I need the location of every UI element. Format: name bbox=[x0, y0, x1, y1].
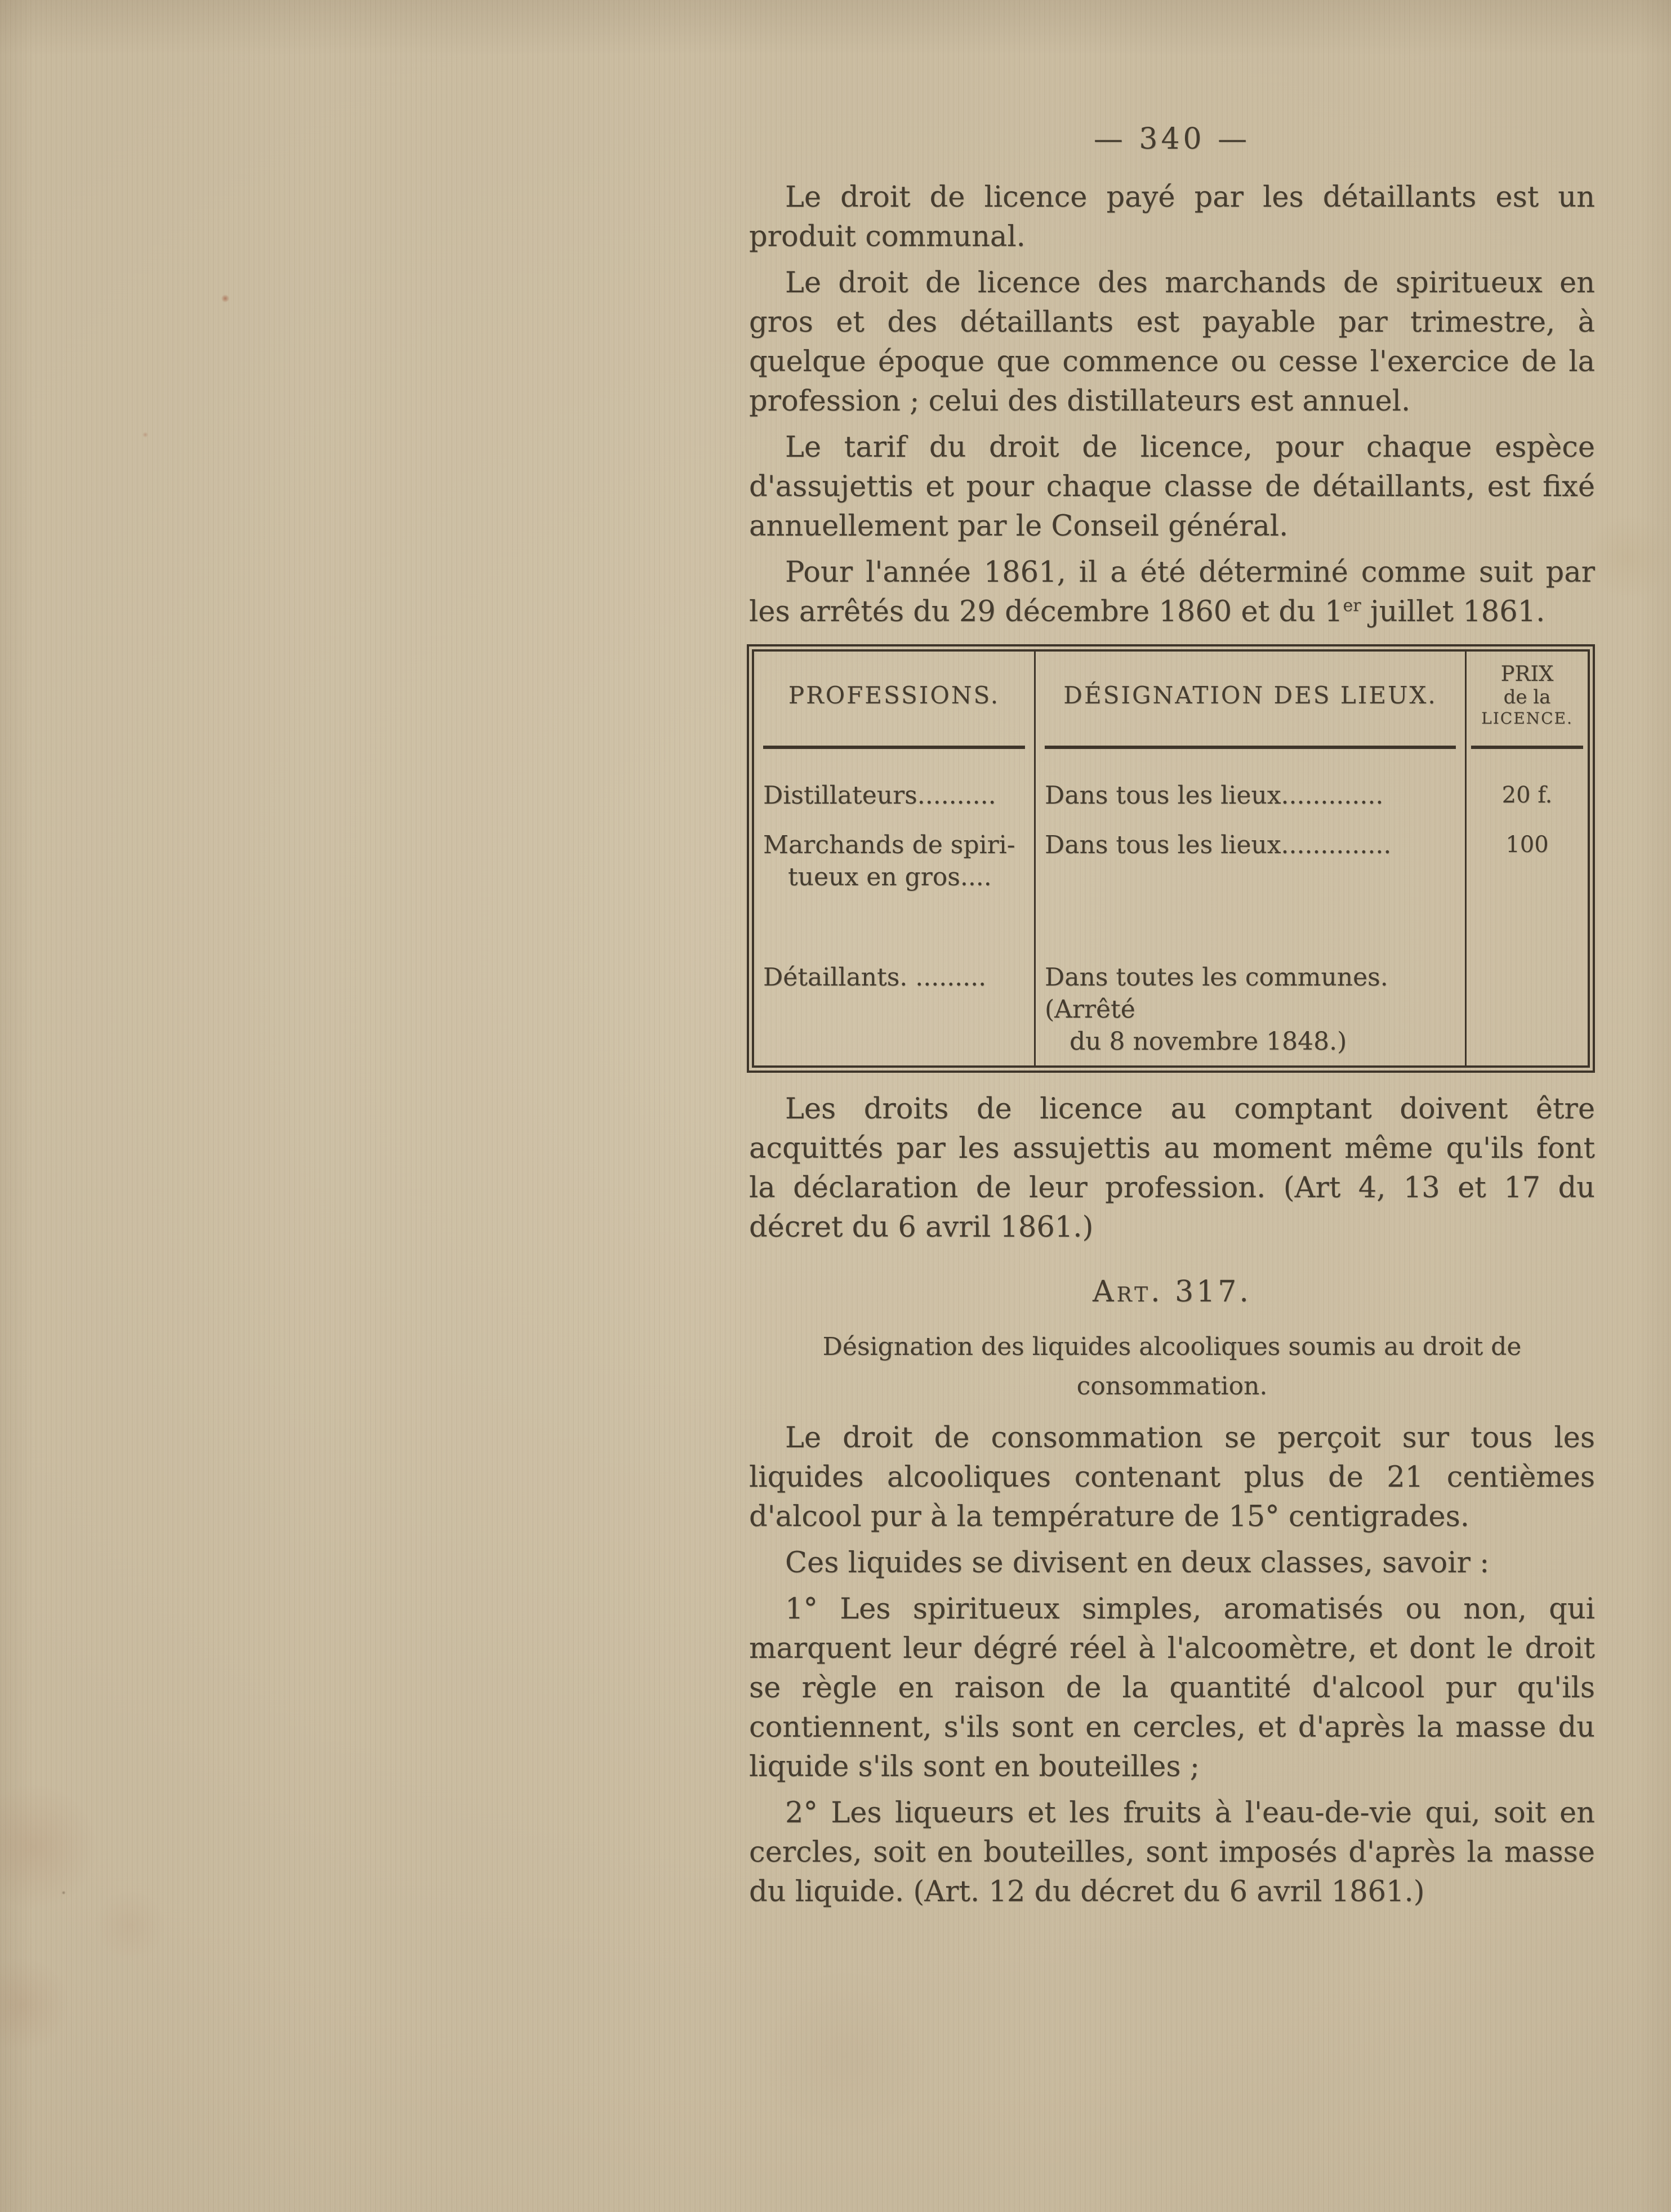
table-header-rule bbox=[1045, 746, 1456, 749]
article-subtitle: Désignation des liquides alcooliques soumis au droit de consommation. bbox=[822, 1332, 1522, 1401]
table-cell-line: du 8 novembre 1848.) bbox=[1070, 1027, 1347, 1056]
table-header-professions bbox=[754, 652, 1036, 756]
table-header-prix-line1: PRIX bbox=[1500, 661, 1554, 686]
paragraph-licence-trimestre: Le droit de licence des marchands de spiritueux en gros et des détaillants est payable par trimestre, à quelque époque que commence ou cesse l'exercice de la profession ; celui des distillateurs est annuel. bbox=[749, 266, 1595, 418]
table-cell-line: Distillateurs.......... bbox=[763, 781, 996, 810]
table-cell-lieu-distillateurs bbox=[1036, 756, 1467, 829]
table-cell-line: Dans tous les lieux............. bbox=[1045, 781, 1384, 810]
table-cell-lieu-marchands bbox=[1036, 829, 1467, 944]
table-header-rule bbox=[1471, 746, 1583, 749]
table-cell-profession-distillateurs bbox=[754, 756, 1036, 829]
paragraph-deux-classes: Ces liquides se divisent en deux classes, savoir : bbox=[785, 1546, 1490, 1580]
paragraph-spiritueux-simples: 1° Les spiritueux simples, aromatisés ou non, qui marquent leur dégré réel à l'alcoomètre, et dont le droit se règle en raison de la quantité d'alcool pur qu'ils contiennent, s'ils sont en cercles, et d'après la masse du liquide s'ils sont en bouteilles ; bbox=[749, 1593, 1595, 1783]
table-cell-profession-detaillants bbox=[754, 944, 1036, 1065]
article-heading: Art. 317. bbox=[1093, 1275, 1251, 1309]
table-cell-price-value: 20 f. bbox=[1501, 782, 1553, 808]
paragraph-liqueurs-fruits: 2° Les liqueurs et les fruits à l'eau-de-vie qui, soit en cercles, soit en bouteilles, sont imposés d'après la masse du liquide. (Art. 12 du décret du 6 avril 1861.) bbox=[749, 1796, 1595, 1908]
ordinal-superscript: er bbox=[1343, 596, 1361, 616]
table-cell-price-value: 100 bbox=[1505, 832, 1549, 858]
table-header-prix-line3: LICENCE. bbox=[1481, 708, 1573, 728]
table-header-prix-line2: de la bbox=[1503, 685, 1551, 708]
table-cell-line: Marchands de spiri- bbox=[763, 831, 1015, 859]
table-cell-prix-distillateurs bbox=[1467, 756, 1588, 829]
text-column bbox=[749, 119, 1595, 1919]
table-cell-line: tueux en gros.... bbox=[788, 863, 992, 891]
licence-tarif-table bbox=[747, 644, 1595, 1073]
paragraph-annee-1861-suite: juillet 1861. bbox=[1361, 595, 1545, 628]
table-cell-lieu-detaillants bbox=[1036, 944, 1467, 1065]
paragraph-tarif-conseil: Le tarif du droit de licence, pour chaque espèce d'assujettis et pour chaque classe de détaillants, est fixé annuellement par le Conseil général. bbox=[749, 431, 1595, 543]
paragraph-droits-comptant: Les droits de licence au comptant doivent être acquittés par les assujettis au moment même qu'ils font la déclaration de leur profession. (Art 4, 13 et 17 du décret du 6 avril 1861.) bbox=[749, 1092, 1595, 1244]
table-cell-line: Dans toutes les communes. (Arrêté bbox=[1045, 963, 1388, 1024]
table-cell-prix-marchands bbox=[1467, 829, 1588, 944]
table-cell-profession-marchands bbox=[754, 829, 1036, 944]
table-cell-line: Dans tous les lieux.............. bbox=[1045, 831, 1392, 859]
paragraph-licence-communal: Le droit de licence payé par les détaillants est un produit communal. bbox=[749, 181, 1595, 253]
table-header-designation-lieux bbox=[1036, 652, 1467, 756]
table-header-designation-lieux-label: DÉSIGNATION DES LIEUX. bbox=[1063, 681, 1437, 709]
table-header-rule bbox=[763, 746, 1025, 749]
table-cell-prix-detaillants bbox=[1467, 944, 1588, 1065]
table-header-professions-label: PROFESSIONS. bbox=[788, 681, 1000, 709]
table-header-prix-licence bbox=[1467, 652, 1588, 756]
paragraph-droit-consommation: Le droit de consommation se perçoit sur tous les liquides alcooliques contenant plus de 21 centièmes d'alcool pur à la température de 15° centigrades. bbox=[749, 1421, 1595, 1533]
table-cell-line: Détaillants. ......... bbox=[763, 963, 987, 992]
page-number: — 340 — bbox=[1093, 122, 1251, 156]
paragraph-annee-1861-text: Pour l'année 1861, il a été déterminé comme suit par les arrêtés du 29 décembre 1860 et du 1 bbox=[749, 556, 1595, 628]
paragraph-annee-1861 bbox=[749, 553, 1595, 632]
